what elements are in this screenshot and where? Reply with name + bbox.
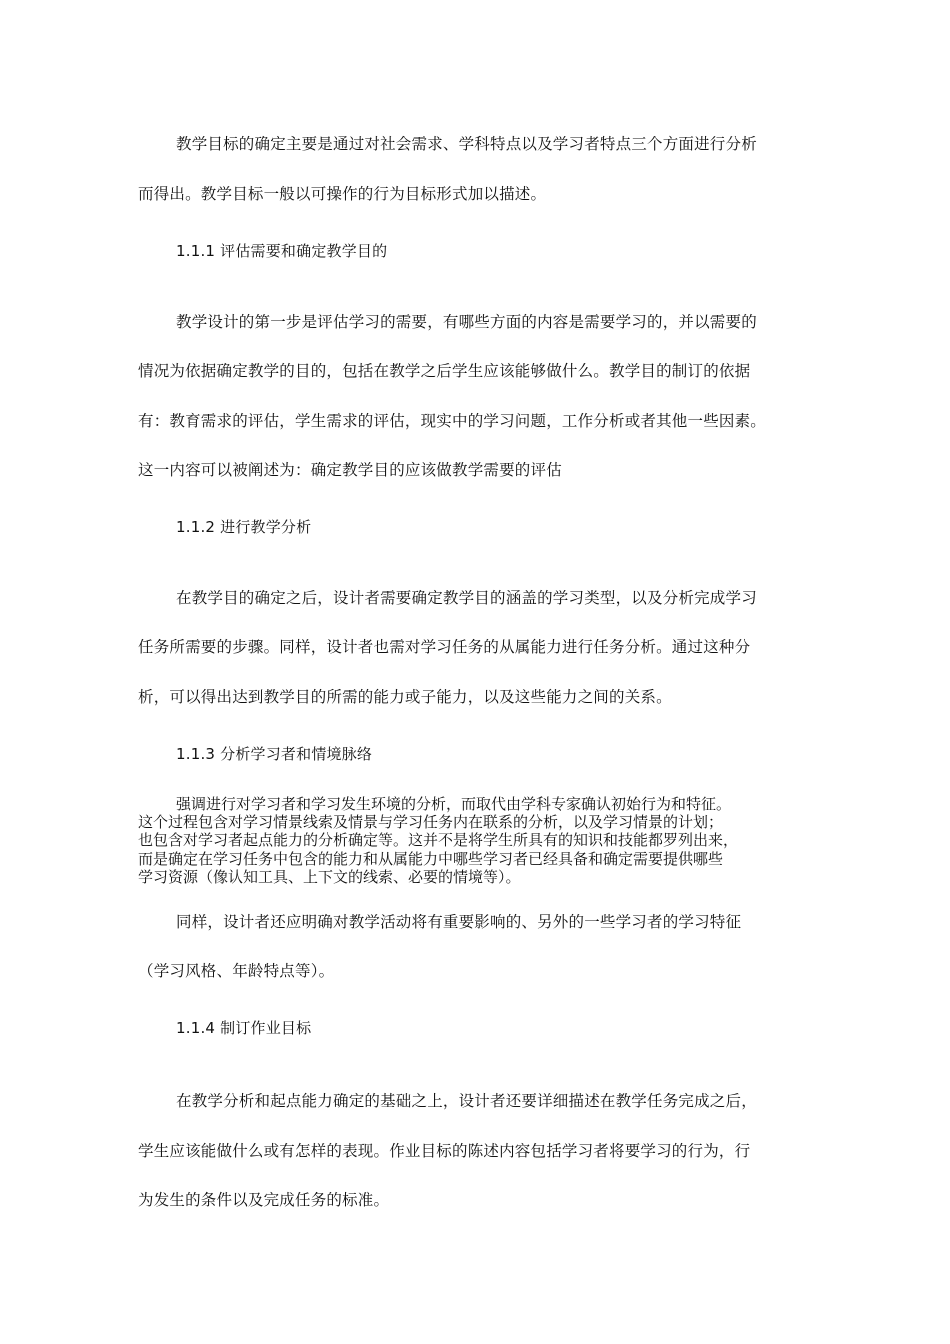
- paragraph-line: 任务所需要的步骤。同样，设计者也需对学习任务的从属能力进行任务分析。通过这种分: [138, 638, 751, 656]
- section-heading-1-1-4: 1.1.4 制订作业目标: [176, 1019, 312, 1037]
- paragraph-line: 这个过程包含对学习情景线索及情景与学习任务内在联系的分析，以及学习情景的计划；: [138, 813, 724, 831]
- section-heading-1-1-3: 1.1.3 分析学习者和情境脉络: [176, 745, 373, 763]
- section-heading-1-1-2: 1.1.2 进行教学分析: [176, 518, 312, 536]
- paragraph-line: 也包含对学习者起点能力的分析确定等。这并不是将学生所具有的知识和技能都罗列出来，: [138, 831, 739, 849]
- paragraph-line: 教学设计的第一步是评估学习的需要，有哪些方面的内容是需要学习的，并以需要的: [176, 313, 757, 331]
- paragraph-line: 在教学分析和起点能力确定的基础之上，设计者还要详细描述在教学任务完成之后，: [176, 1092, 757, 1110]
- paragraph-line: 学习资源（像认知工具、上下文的线索、必要的情境等）。: [138, 868, 521, 886]
- paragraph-line: 强调进行对学习者和学习发生环境的分析，而取代由学科专家确认初始行为和特征。: [176, 795, 732, 813]
- paragraph-line: （学习风格、年龄特点等）。: [138, 962, 335, 980]
- paragraph-line: 析，可以得出达到教学目的所需的能力或子能力，以及这些能力之间的关系。: [138, 688, 672, 706]
- paragraph-line: 而是确定在学习任务中包含的能力和从属能力中哪些学习者已经具备和确定需要提供哪些: [138, 850, 724, 868]
- paragraph-line: 同样，设计者还应明确对教学活动将有重要影响的、另外的一些学习者的学习特征: [176, 913, 742, 931]
- paragraph-line: 而得出。教学目标一般以可操作的行为目标形式加以描述。: [138, 185, 547, 203]
- paragraph-line: 为发生的条件以及完成任务的标准。: [138, 1191, 390, 1209]
- paragraph-line: 情况为依据确定教学的目的，包括在教学之后学生应该能够做什么。教学目的制订的依据: [138, 362, 751, 380]
- section-heading-1-1-1: 1.1.1 评估需要和确定教学目的: [176, 242, 388, 260]
- paragraph-line: 有：教育需求的评估，学生需求的评估，现实中的学习问题，工作分析或者其他一些因素。: [138, 412, 767, 430]
- paragraph-line: 学生应该能做什么或有怎样的表现。作业目标的陈述内容包括学习者将要学习的行为，行: [138, 1142, 751, 1160]
- paragraph-line: 这一内容可以被阐述为：确定教学目的应该做教学需要的评估: [138, 461, 562, 479]
- paragraph-line: 教学目标的确定主要是通过对社会需求、学科特点以及学习者特点三个方面进行分析: [176, 135, 757, 153]
- paragraph-line: 在教学目的确定之后，设计者需要确定教学目的涵盖的学习类型，以及分析完成学习: [176, 589, 757, 607]
